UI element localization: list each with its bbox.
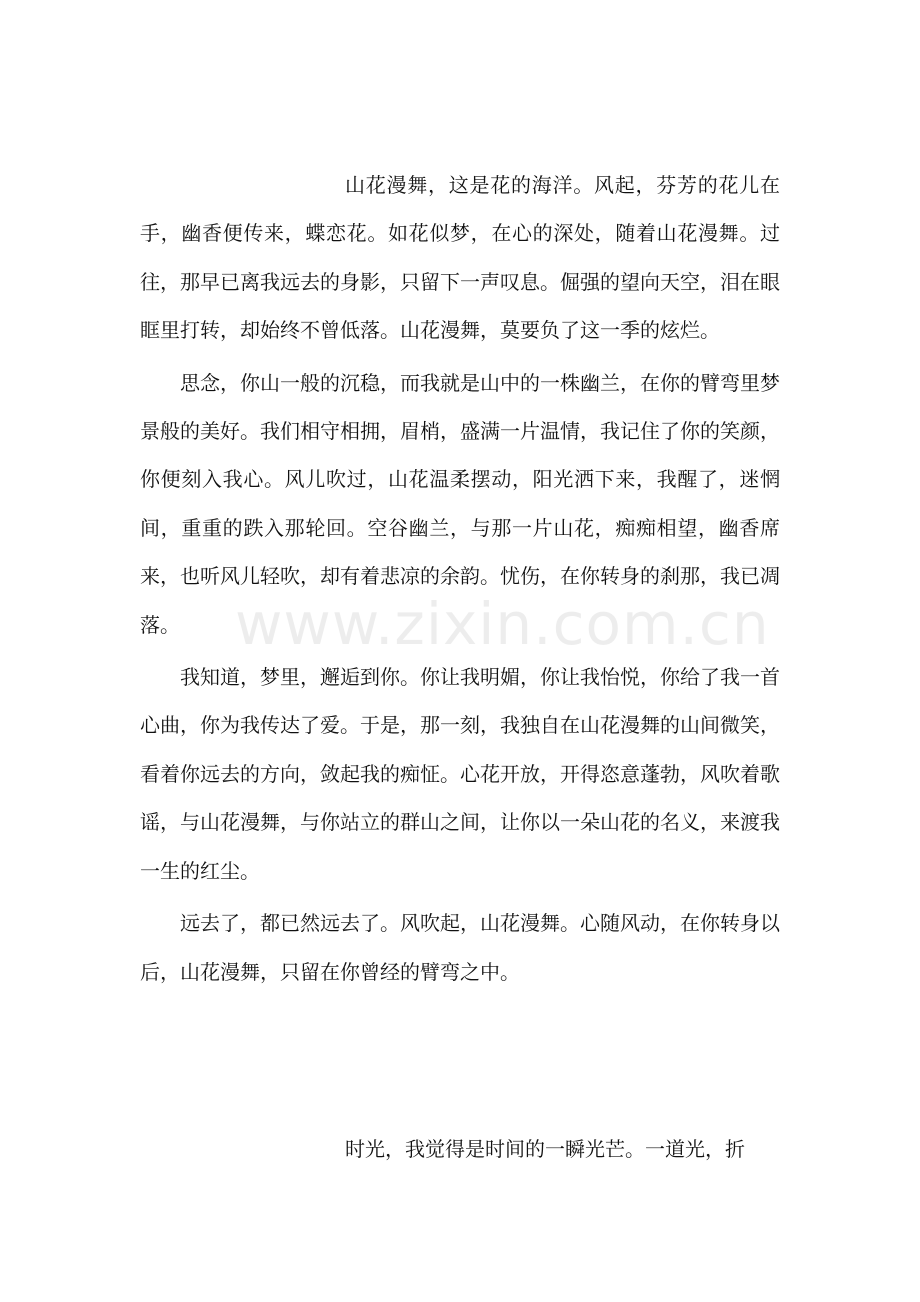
watermark-text: www.zixin.com.cn <box>235 590 770 658</box>
paragraph-4: 远去了，都已然远去了。风吹起，山花漫舞。心随风动，在你转身以后，山花漫舞，只留在你曾经的臂弯之中。 <box>140 911 780 984</box>
article-body <box>140 161 780 996</box>
paragraph-1: 山花漫舞，这是花的海洋。风起，芬芳的花儿在手，幽香便传来，蝶恋花。如花似梦，在心的深处，随着山花漫舞。过往，那早已离我远去的身影，只留下一声叹息。倔强的望向天空，泪在眼眶里打转，却始终不曾低落。山花漫舞，莫要负了这一季的炫烂。 <box>140 173 780 343</box>
paragraph-3: 我知道，梦里，邂逅到你。你让我明媚，你让我怡悦，你给了我一首心曲，你为我传达了爱。于是，那一刻，我独自在山花漫舞的山间微笑，看着你远去的方向，敛起我的痴怔。心花开放，开得恣意蓬勃，风吹着歌谣，与山花漫舞，与你站立的群山之间，让你以一朵山花的名义，来渡我一生的红尘。 <box>140 665 780 883</box>
paragraph-2: 思念，你山一般的沉稳，而我就是山中的一株幽兰，在你的臂弯里梦景般的美好。我们相守相拥，眉梢，盛满一片温情，我记住了你的笑颜，你便刻入我心。风儿吹过，山花温柔摆动，阳光洒下来，我醒了，迷惘间，重重的跌入那轮回。空谷幽兰，与那一片山花，痴痴相望，幽香席来，也听风儿轻吹，却有着悲凉的余韵。忧伤，在你转身的刹那，我已凋落。 <box>140 370 780 637</box>
second-article-first-line: 时光，我觉得是时间的一瞬光芒。一道光，折 <box>345 1137 745 1161</box>
